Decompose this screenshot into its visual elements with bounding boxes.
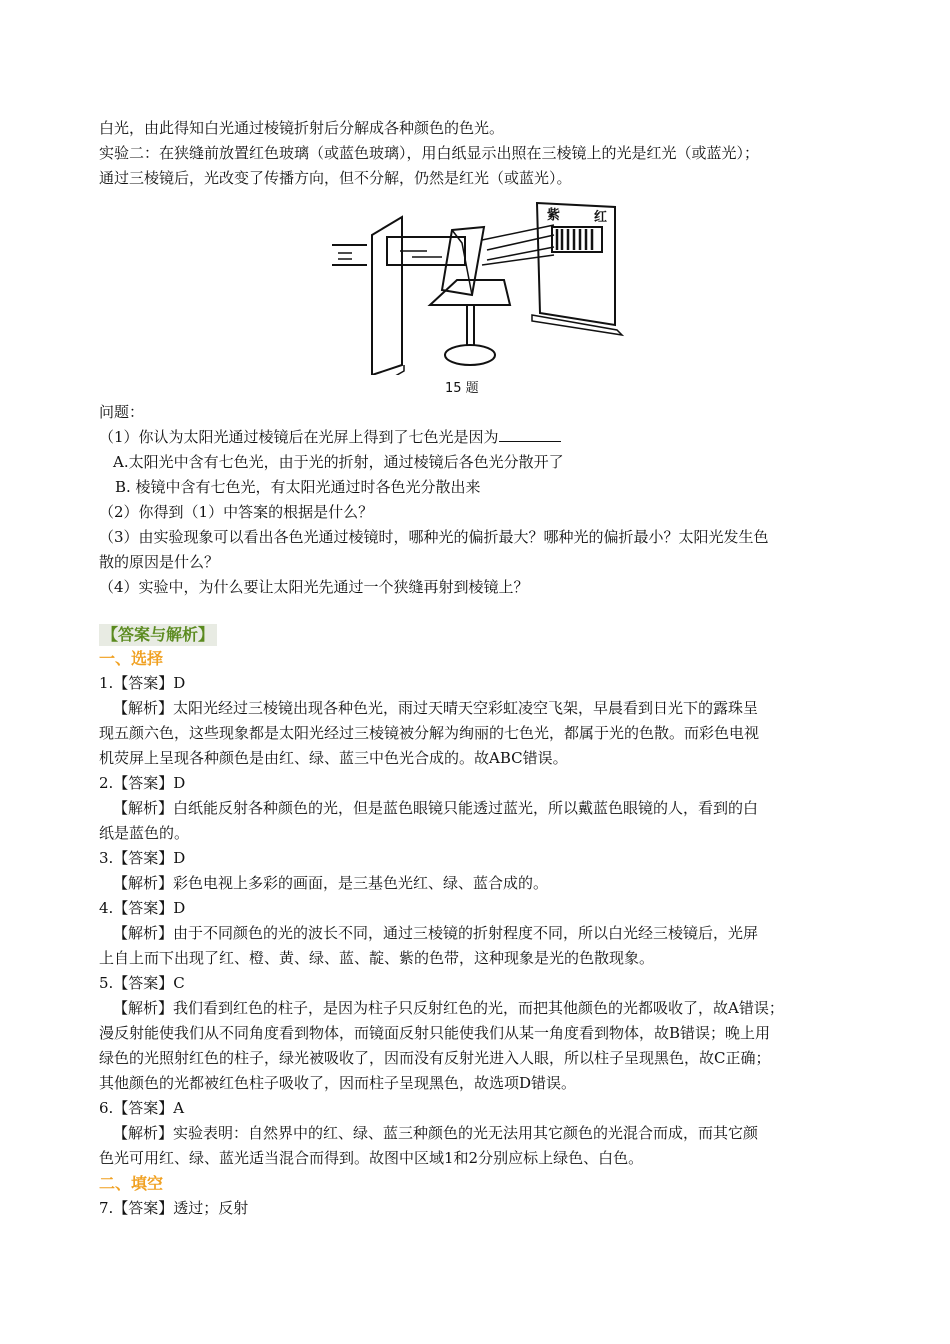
analysis-line: 【解析】白纸能反射各种颜色的光，但是蓝色眼镜只能透过蓝光，所以戴蓝色眼镜的人，看到的白 — [113, 799, 759, 817]
question-2: （2）你得到（1）中答案的根据是什么？ — [99, 503, 374, 521]
analysis-line: 【解析】实验表明：自然界中的红、绿、蓝三种颜色的光无法用其它颜色的光混合而成，而其它颜 — [113, 1124, 759, 1142]
analysis-line: 上自上而下出现了红、橙、黄、绿、蓝、靛、紫的色带，这种现象是光的色散现象。 — [99, 949, 655, 967]
questions-heading: 问题： — [99, 403, 145, 421]
answer-item: 1.【答案】D — [99, 674, 186, 692]
analysis-line: 漫反射能使我们从不同角度看到物体，而镜面反射只能使我们从某一角度看到物体，故B错误；晚上用 — [99, 1024, 771, 1042]
answer-item: 4.【答案】D — [99, 899, 186, 917]
analysis-line: 绿色的光照射红色的柱子，绿光被吸收了，因而没有反射光进入人眼，所以柱子呈现黑色，故C正确； — [99, 1049, 771, 1067]
analysis-line: 【解析】太阳光经过三棱镜出现各种色光，雨过天晴天空彩虹凌空飞架，早晨看到日光下的露珠呈 — [113, 699, 759, 717]
analysis-line: 其他颜色的光都被红色柱子吸收了，因而柱子呈现黑色，故选项D错误。 — [99, 1074, 577, 1092]
answer-list — [99, 671, 854, 1171]
question-1-text: （1）你认为太阳光通过棱镜后在光屏上得到了七色光是因为 — [99, 428, 499, 446]
section-choice: 一、选择 — [99, 649, 164, 668]
prism-diagram — [332, 195, 627, 375]
question-1 — [99, 425, 854, 450]
analysis-line: 【解析】彩色电视上多彩的画面，是三基色光红、绿、蓝合成的。 — [113, 874, 549, 892]
analysis-line: 机荧屏上呈现各种颜色是由红、绿、蓝三中色光合成的。故ABC错误。 — [99, 749, 568, 767]
prism-experiment-figure — [99, 195, 854, 400]
analysis-line: 现五颜六色，这些现象都是太阳光经过三棱镜被分解为绚丽的七色光，都属于光的色散。而彩色电视 — [99, 724, 760, 742]
option-b: B. 棱镜中含有七色光，有太阳光通过时各色光分散出来 — [115, 478, 481, 496]
analysis-line: 纸是蓝色的。 — [99, 824, 190, 842]
question-3: （3）由实验现象可以看出各色光通过棱镜时，哪种光的偏折最大？哪种光的偏折最小？太阳光发生色 — [99, 528, 769, 546]
option-a: A.太阳光中含有七色光，由于光的折射，通过棱镜后各色光分散开了 — [113, 453, 564, 471]
question-4: （4）实验中，为什么要让太阳光先通过一个狭缝再射到棱镜上？ — [99, 578, 529, 596]
answer-item: 3.【答案】D — [99, 849, 186, 867]
answer-item: 6.【答案】A — [99, 1099, 185, 1117]
answer-item: 5.【答案】C — [99, 974, 185, 992]
label-red: 红 — [594, 210, 608, 225]
question-3-cont: 散的原因是什么？ — [99, 553, 220, 571]
document-content — [99, 116, 854, 1221]
figure-caption: 15 题 — [445, 381, 479, 396]
intro-line: 白光，由此得知白光通过棱镜折射后分解成各种颜色的色光。 — [99, 119, 505, 137]
answer-blank — [499, 427, 561, 442]
analysis-line: 【解析】由于不同颜色的光的波长不同，通过三棱镜的折射程度不同，所以白光经三棱镜后，光屏 — [113, 924, 759, 942]
section-fill: 二、填空 — [99, 1174, 164, 1193]
analysis-line: 色光可用红、绿、蓝光适当混合而得到。故图中区域1和2分别应标上绿色、白色。 — [99, 1149, 644, 1167]
intro-line: 实验二：在狭缝前放置红色玻璃（或蓝色玻璃），用白纸显示出照在三棱镜上的光是红光（或蓝光）； — [99, 144, 760, 162]
intro-line: 通过三棱镜后，光改变了传播方向，但不分解，仍然是红光（或蓝光）。 — [99, 169, 572, 187]
answers-heading: 【答案与解析】 — [99, 624, 217, 646]
label-violet: 紫 — [547, 208, 561, 223]
analysis-line: 【解析】我们看到红色的柱子，是因为柱子只反射红色的光，而把其他颜色的光都吸收了，故A错误； — [113, 999, 784, 1017]
answer-7: 7.【答案】透过；反射 — [99, 1199, 249, 1217]
answer-item: 2.【答案】D — [99, 774, 186, 792]
